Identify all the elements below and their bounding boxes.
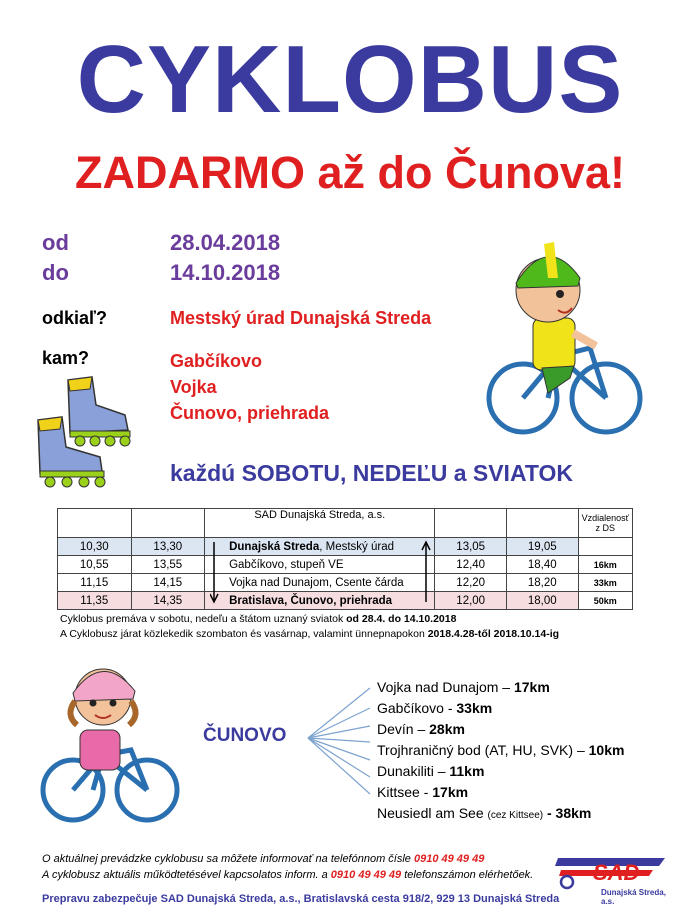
- stop-name: Bratislava, Čunovo, priehrada: [205, 592, 435, 610]
- from-label: od: [42, 230, 69, 255]
- note-sk: Cyklobus premáva v sobotu, nedeľu a štátom uznaný sviatok od 28.4. do 14.10.2018: [60, 613, 457, 625]
- footer-line-sk: O aktuálnej prevádzke cyklobusu sa môžete informovať na telefónnom čísle 0910 49 49 49: [42, 853, 485, 865]
- logo-text: SAD: [593, 860, 640, 885]
- list-item: Gabčíkovo - 33km: [377, 700, 493, 716]
- footer-operator: Prepravu zabezpečuje SAD Dunajská Streda, a.s., Bratislavská cesta 918/2, 929 13 Dunajská Streda: [42, 893, 560, 905]
- logo-subtext: Dunajská Streda, a.s.: [601, 888, 666, 906]
- from-date: 28.04.2018: [170, 230, 281, 255]
- arrow-up-icon: [422, 542, 430, 602]
- list-item: Trojhraničný bod (AT, HU, SVK) – 10km: [377, 742, 625, 758]
- stop-name: Gabčíkovo, stupeň VE: [205, 556, 435, 574]
- stop-name: Vojka nad Dunajom, Csente čárda: [205, 574, 435, 592]
- destination-item: Čunovo, priehrada: [170, 403, 330, 423]
- hub-label: ČUNOVO: [203, 725, 287, 746]
- radiating-lines: [300, 680, 375, 800]
- list-item: Dunakiliti – 11km: [377, 763, 485, 779]
- rollerblade-back: [68, 377, 130, 446]
- arrow-down-icon: [210, 542, 218, 602]
- destination-list: [170, 348, 329, 426]
- origin-label: odkiaľ?: [42, 308, 107, 328]
- table-row: 11,15 14,15 Vojka nad Dunajom, Csente čárda 12,20 18,20 33km: [58, 574, 633, 592]
- rollerblades-illustration: [30, 375, 145, 495]
- list-item: Neusiedl am See (cez Kittsee) - 38km: [377, 805, 592, 821]
- destination-label: kam?: [42, 348, 90, 368]
- to-label: do: [42, 260, 69, 285]
- direction-arrows: [210, 538, 440, 606]
- origin-value: Mestský úrad Dunajská Streda: [170, 308, 432, 328]
- table-row: 11,35 14,35 Bratislava, Čunovo, priehrada 12,00 18,00 50km: [58, 592, 633, 610]
- destination-item: Gabčíkovo: [170, 351, 263, 371]
- list-item: Kittsee - 17km: [377, 784, 469, 800]
- table-row: 10,30 13,30 Dunajská Streda, Mestský úrad 13,05 19,05: [58, 538, 633, 556]
- table-header-row: [58, 509, 633, 538]
- boy-cyclist-illustration: [478, 228, 648, 448]
- note-hu: A Cyklobusz járat közlekedik szombaton és vasárnap, valamint ünnepnapokon 2018.4.28-től 2018.10.14-ig: [60, 628, 560, 640]
- poster-subtitle: ZADARMO až do Čunova!: [75, 147, 625, 198]
- operating-days: každú SOBOTU, NEDEĽU a SVIATOK: [170, 460, 573, 486]
- operator-header: SAD Dunajská Streda, a.s.: [205, 509, 435, 538]
- list-item: Devín – 28km: [377, 721, 465, 737]
- poster-title: CYKLOBUS: [76, 26, 624, 133]
- list-item: Vojka nad Dunajom – 17km: [377, 679, 550, 695]
- destination-item: Vojka: [170, 377, 217, 397]
- to-date: 14.10.2018: [170, 260, 281, 285]
- sad-logo: [553, 852, 673, 906]
- distance-list: [377, 677, 624, 824]
- table-row: 10,55 13,55 Gabčíkovo, stupeň VE 12,40 18,40 16km: [58, 556, 633, 574]
- girl-cyclist-illustration: [35, 655, 185, 835]
- stop-name: Dunajská Streda, Mestský úrad: [205, 538, 435, 556]
- distance-header: Vzdialenosť z DS: [578, 509, 632, 538]
- footer-line-hu: A cyklobusz aktuális működtetésével kapcsolatos inform. a 0910 49 49 49 telefonszámon elérhetőek.: [42, 869, 534, 881]
